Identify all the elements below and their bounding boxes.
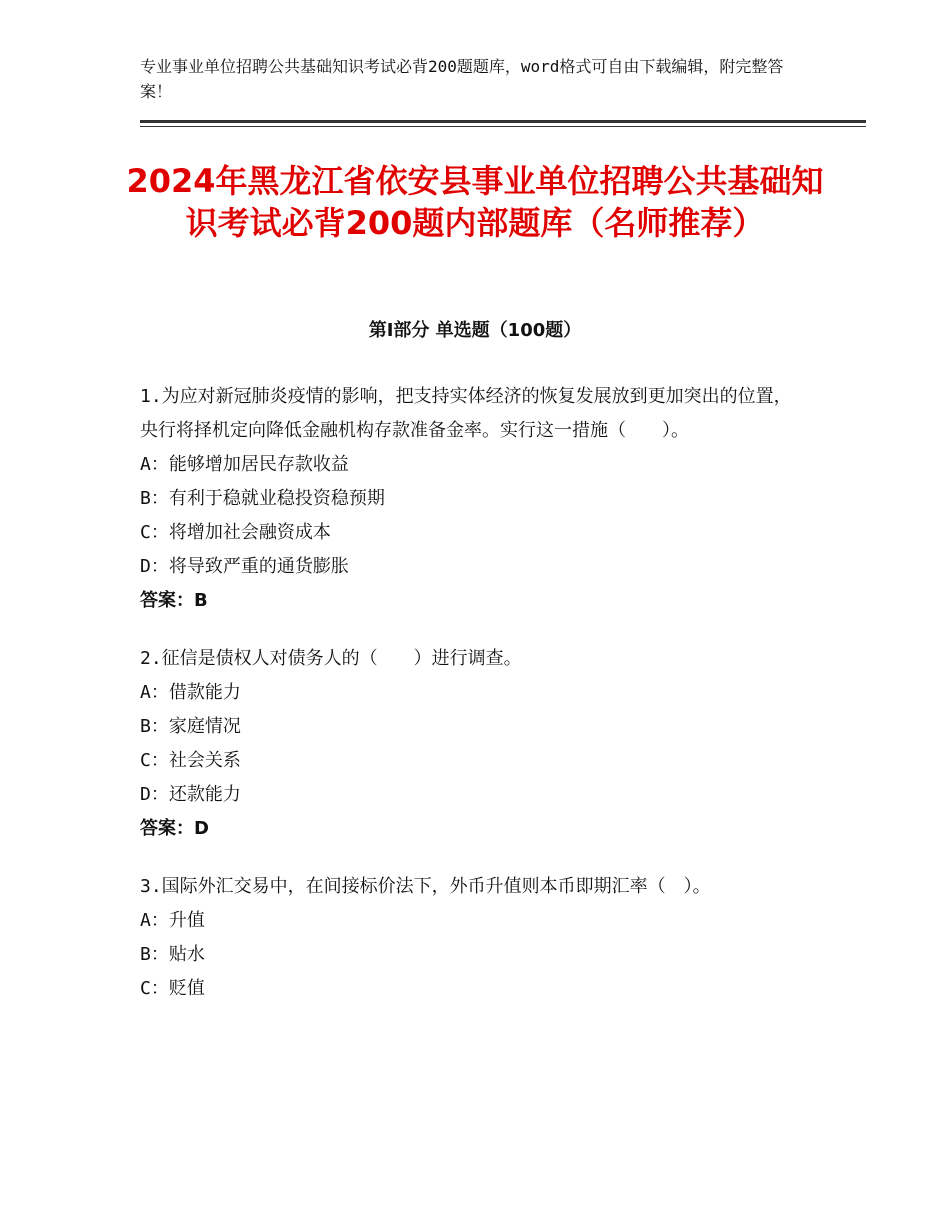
- question-stem: 1.为应对新冠肺炎疫情的影响，把支持实体经济的恢复发展放到更加突出的位置，央行将择机定向降低金融机构存款准备金率。实行这一措施（ ）。: [140, 386, 792, 441]
- option-d: D：还款能力: [140, 784, 241, 805]
- option-a: A：借款能力: [140, 682, 241, 703]
- answer-line: 答案：B: [140, 590, 208, 611]
- header-note: 专业事业单位招聘公共基础知识考试必背200题题库，word格式可自由下载编辑，附完整答案！: [140, 57, 784, 101]
- question-1: [140, 380, 800, 618]
- section-title: 第Ⅰ部分 单选题（100题）: [368, 320, 582, 341]
- option-a: A：能够增加居民存款收益: [140, 454, 349, 475]
- option-c: C：贬值: [140, 978, 205, 999]
- question-2: [140, 642, 800, 846]
- header-rule-thin: [140, 126, 866, 127]
- question-stem: 3.国际外汇交易中，在间接标价法下，外币升值则本币即期汇率（ ）。: [140, 876, 711, 897]
- document-title: 2024年黑龙江省依安县事业单位招聘公共基础知识考试必背200题内部题库（名师推荐）: [126, 162, 824, 242]
- option-c: C：社会关系: [140, 750, 241, 771]
- header-rule-thick: [140, 120, 866, 123]
- option-b: B：家庭情况: [140, 716, 241, 737]
- option-a: A：升值: [140, 910, 205, 931]
- question-list: [140, 380, 800, 1030]
- option-c: C：将增加社会融资成本: [140, 522, 331, 543]
- option-b: B：有利于稳就业稳投资稳预期: [140, 488, 385, 509]
- option-d: D：将导致严重的通货膨胀: [140, 556, 349, 577]
- question-stem: 2.征信是债权人对债务人的（ ）进行调查。: [140, 648, 522, 669]
- answer-line: 答案：D: [140, 818, 209, 839]
- option-b: B：贴水: [140, 944, 205, 965]
- question-3: [140, 870, 800, 1006]
